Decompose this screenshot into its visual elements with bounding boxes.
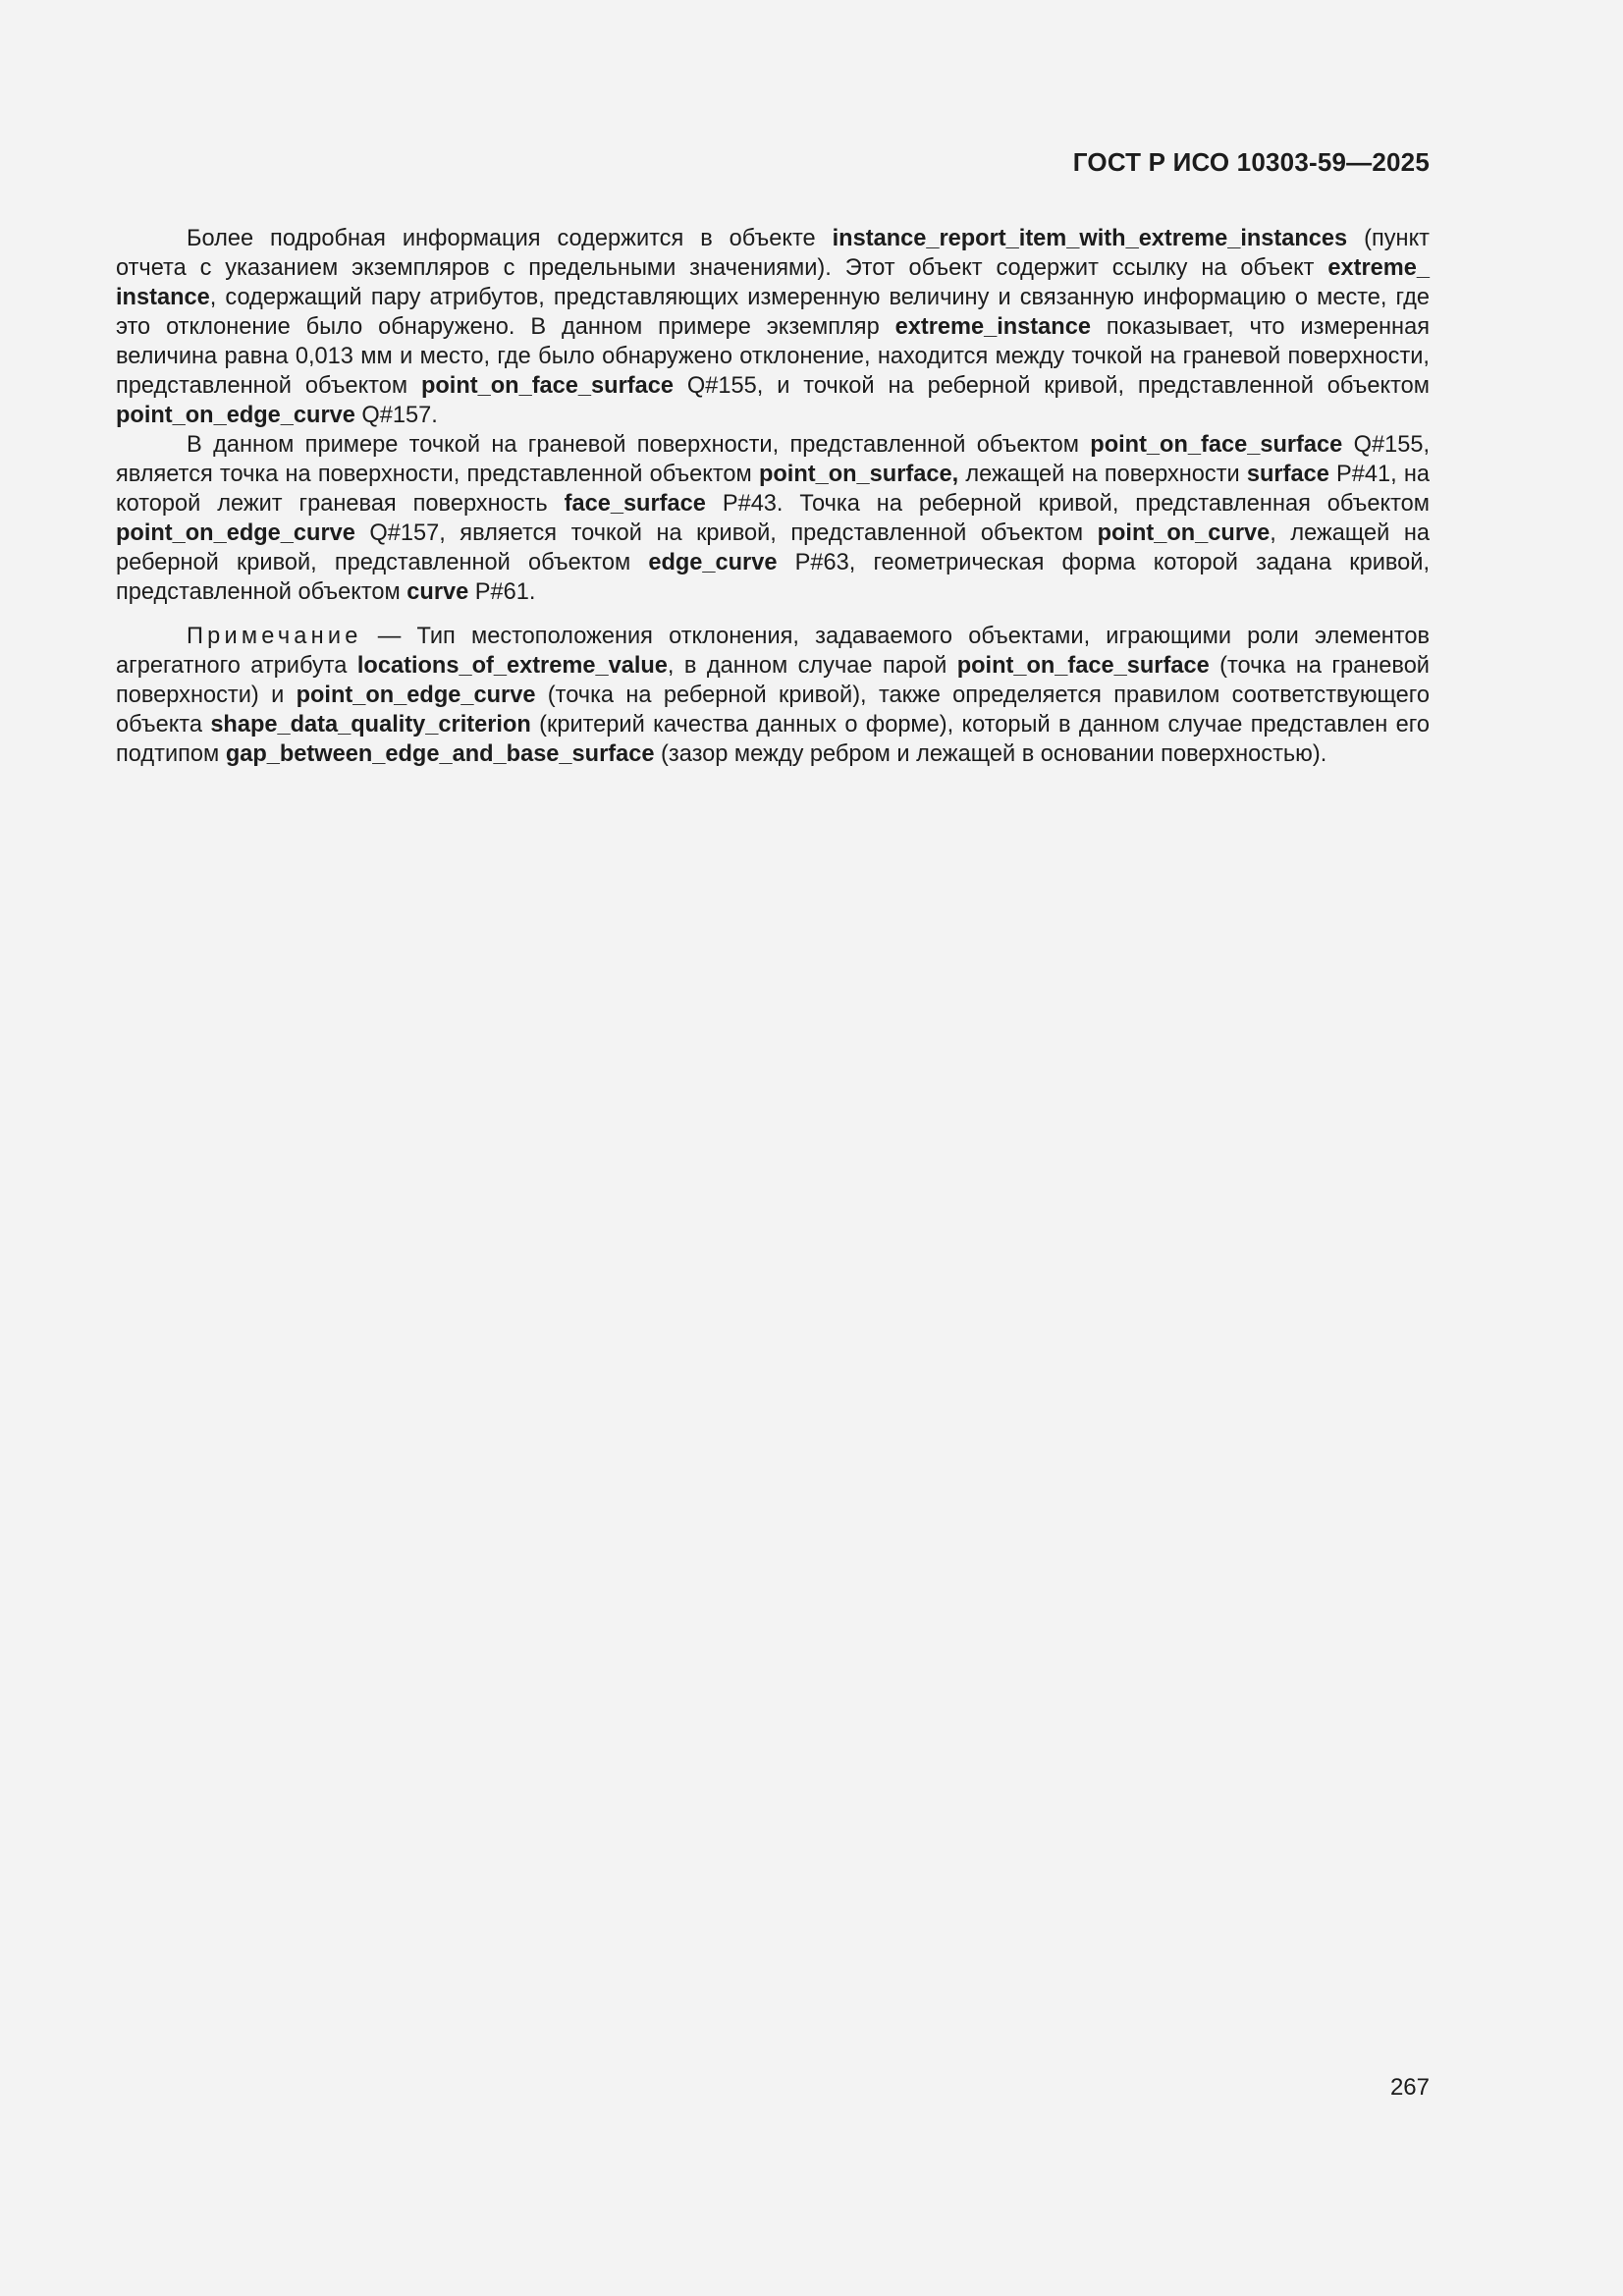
text-run: лежащей на поверхности [958, 462, 1247, 487]
text-run: Q#157, является точкой на кривой, представленной объектом [354, 520, 1098, 546]
entity-name: point_on_face_surface [1090, 432, 1343, 458]
text-run: Q#155, и точкой на реберной кривой, представленной объектом [673, 373, 1430, 399]
entity-name: surface [1246, 462, 1329, 487]
entity-name: extreme_ instance [116, 255, 1430, 310]
entity-name: point_on_edge_curve [116, 520, 355, 546]
entity-name: locations_of_extreme_value [356, 653, 668, 679]
text-run: (критерий качества данных о форме), который в данном случае представлен его подтипом [116, 712, 1430, 767]
entity-name: point_on_curve [1097, 520, 1271, 546]
text-run: (точка на граневой поверхности) и [116, 653, 1430, 708]
text-run: Более подробная информация содержится в объекте [187, 226, 833, 251]
entity-name: extreme_instance [894, 314, 1091, 340]
text-run: (зазор между ребром и лежащей в основании поверхностью). [654, 741, 1327, 767]
entity-name: point_on_edge_curve [296, 683, 536, 708]
entity-name: point_on_face_surface [420, 373, 674, 399]
note-paragraph [116, 622, 1430, 769]
text-run: P#41, на которой лежит граневая поверхность [116, 462, 1430, 517]
entity-name: curve [406, 579, 469, 605]
text-run: , в данном случае парой [667, 653, 957, 679]
entity-name: edge_curve [648, 550, 778, 575]
text-run: , лежащей на реберной кривой, представленной объектом [116, 520, 1431, 575]
text-run: (пункт отчета с указанием экземпляров с предельными значениями). Этот объект содержит ссылку на объект [116, 226, 1430, 281]
entity-name: point_on_face_surface [956, 653, 1210, 679]
text-run: В данном примере точкой на граневой поверхности, представленной объектом [187, 432, 1091, 458]
text-run: показывает, что измеренная величина равна 0,013 мм и место, где было обнаружено отклонение, находится между точкой на граневой поверхности, представленной объектом [116, 314, 1430, 399]
text-run: P#63, геометрическая форма которой задана кривой, представленной объектом [116, 550, 1431, 605]
entity-name: instance_report_item_with_extreme_instances [832, 226, 1348, 251]
entity-name: gap_between_edge_and_base_surface [225, 741, 655, 767]
page-number: 267 [1389, 2074, 1430, 2101]
paragraph [116, 224, 1430, 430]
entity-name: shape_data_quality_criterion [210, 712, 531, 738]
text-run: Q#157. [354, 403, 438, 428]
note-label: Примечание [187, 624, 362, 649]
paragraph [116, 430, 1430, 607]
entity-name: face_surface [564, 491, 706, 517]
text-run: Q#155, является точка на поверхности, представленной объектом [116, 432, 1431, 487]
text-run: P#43. Точка на реберной кривой, представленная объектом [705, 491, 1431, 517]
text-run: P#61. [468, 579, 536, 605]
document-header: ГОСТ Р ИСО 10303-59—2025 [1072, 147, 1430, 177]
entity-name: point_on_edge_curve [116, 403, 355, 428]
text-run: — Тип местоположения отклонения, задаваемого объектами, играющими роли элементов агрегатного атрибута [116, 624, 1430, 679]
text-run: (точка на реберной кривой), также определяется правилом соответствующего объекта [116, 683, 1430, 738]
entity-name: point_on_surface, [758, 462, 959, 487]
text-run: , содержащий пару атрибутов, представляющих измеренную величину и связанную информацию о месте, где это отклонение было обнаружено. В данном примере экземпляр [116, 285, 1430, 340]
page-body [116, 224, 1430, 769]
